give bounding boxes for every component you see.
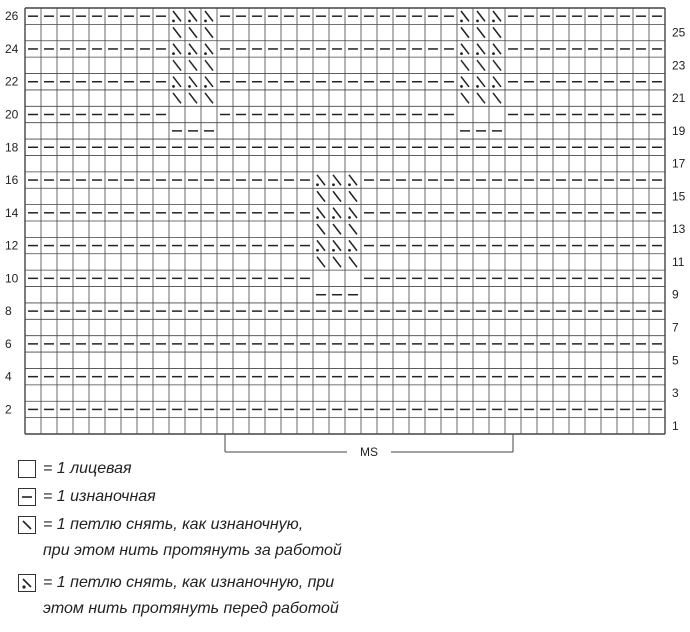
- slip-mark: [317, 191, 325, 201]
- slip-mark: [461, 27, 469, 37]
- slip-front-dot: [460, 19, 463, 22]
- slip-mark: [317, 224, 325, 234]
- slip-front-dot: [188, 52, 191, 55]
- row-number-left: 20: [5, 107, 19, 122]
- slip-front-dot: [348, 216, 351, 219]
- slip-front-dot: [476, 19, 479, 22]
- legend-item-slip-front: [14, 570, 674, 628]
- legend-text-knit: = 1 лицевая: [43, 460, 132, 477]
- slip-mark: [349, 191, 357, 201]
- repeat-label: MS: [360, 445, 378, 459]
- row-number-right: 15: [672, 189, 686, 204]
- row-number-right: 13: [672, 222, 686, 237]
- slip-front-dot: [460, 52, 463, 55]
- row-number-right: 23: [672, 58, 686, 73]
- slip-mark: [189, 60, 197, 70]
- slip-front-dot: [492, 52, 495, 55]
- row-number-left: 16: [5, 173, 19, 188]
- purl-symbol-icon: [18, 488, 36, 506]
- slip-mark: [173, 27, 181, 37]
- slip-front-dot: [204, 85, 207, 88]
- slip-mark: [173, 60, 181, 70]
- slip-mark: [189, 93, 197, 103]
- slip-front-dot: [204, 52, 207, 55]
- legend-text-slip-front: = 1 петлю снять, как изнаночную, при: [43, 574, 335, 591]
- slip-front-dot: [188, 85, 191, 88]
- slip-mark: [205, 93, 213, 103]
- slip-mark: [333, 191, 341, 201]
- row-number-right: 5: [672, 353, 679, 368]
- slip-front-dot: [348, 183, 351, 186]
- row-number-right: 25: [672, 25, 686, 40]
- slip-mark: [493, 27, 501, 37]
- slip-front-dot: [316, 216, 319, 219]
- row-number-right: 1: [672, 418, 679, 433]
- slip-front-dot: [476, 52, 479, 55]
- slip-front-symbol-icon: [18, 574, 36, 592]
- slip-mark: [349, 224, 357, 234]
- knit-symbol-icon: [18, 460, 36, 478]
- row-number-left: 22: [5, 74, 19, 89]
- legend-text-slip-back-2: при этом нить протянуть за работой: [43, 542, 342, 559]
- slip-mark: [173, 93, 181, 103]
- slip-mark: [477, 93, 485, 103]
- slip-front-dot: [332, 249, 335, 252]
- slip-mark: [333, 257, 341, 267]
- slip-mark: [189, 27, 197, 37]
- slip-front-dot: [492, 85, 495, 88]
- slip-front-dot: [492, 19, 495, 22]
- slip-mark: [461, 93, 469, 103]
- legend-item-purl: [14, 484, 674, 512]
- slip-front-dot: [172, 52, 175, 55]
- legend: [14, 456, 674, 628]
- slip-mark: [493, 60, 501, 70]
- row-number-left: 24: [5, 41, 19, 56]
- legend-item-slip-back: [14, 512, 674, 570]
- slip-front-dot: [204, 19, 207, 22]
- slip-front-dot: [460, 85, 463, 88]
- row-number-left: 26: [5, 9, 19, 24]
- slip-mark: [461, 60, 469, 70]
- row-number-left: 4: [5, 369, 12, 384]
- slip-front-dot: [316, 183, 319, 186]
- row-number-right: 21: [672, 91, 686, 106]
- row-number-right: 19: [672, 123, 686, 138]
- legend-text-purl: = 1 изнаночная: [43, 488, 156, 505]
- row-number-left: 10: [5, 271, 19, 286]
- slip-front-dot: [316, 249, 319, 252]
- row-number-left: 14: [5, 205, 19, 220]
- legend-text-slip-back: = 1 петлю снять, как изнаночную,: [43, 516, 304, 533]
- slip-front-dot: [348, 249, 351, 252]
- slip-back-symbol-icon: [18, 516, 36, 534]
- slip-mark: [477, 60, 485, 70]
- row-number-left: 2: [5, 402, 12, 417]
- row-number-right: 11: [672, 254, 685, 269]
- row-number-right: 7: [672, 320, 679, 335]
- slip-front-dot: [172, 85, 175, 88]
- row-number-left: 12: [5, 238, 19, 253]
- slip-mark: [317, 257, 325, 267]
- slip-mark: [349, 257, 357, 267]
- slip-mark: [493, 93, 501, 103]
- row-number-left: 8: [5, 304, 12, 319]
- legend-item-knit: [14, 456, 674, 484]
- slip-front-dot: [476, 85, 479, 88]
- row-number-left: 6: [5, 336, 12, 351]
- slip-front-dot: [332, 183, 335, 186]
- slip-mark: [205, 60, 213, 70]
- slip-front-dot: [332, 216, 335, 219]
- legend-text-slip-front-2: этом нить протянуть перед работой: [43, 600, 339, 617]
- row-number-right: 9: [672, 287, 679, 302]
- slip-mark: [205, 27, 213, 37]
- row-number-right: 17: [672, 156, 686, 171]
- slip-mark: [333, 224, 341, 234]
- row-number-right: 3: [672, 386, 679, 401]
- slip-front-dot: [172, 19, 175, 22]
- slip-front-dot: [188, 19, 191, 22]
- slip-mark: [477, 27, 485, 37]
- row-number-left: 18: [5, 140, 19, 155]
